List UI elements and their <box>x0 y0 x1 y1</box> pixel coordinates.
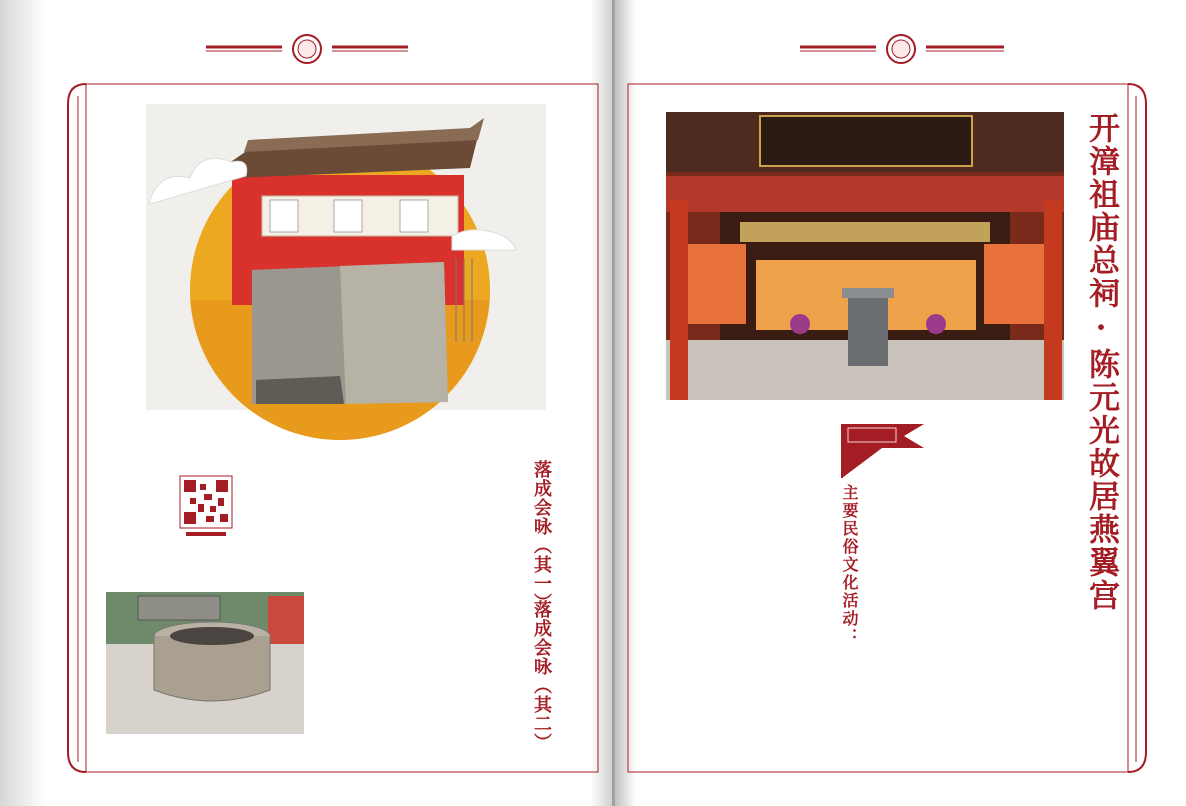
poem-title-1: 落成会咏（其一） <box>531 460 552 612</box>
section-heading: 主要民俗文化活动： <box>840 484 859 646</box>
poem-title-2: 落成会咏（其二） <box>531 600 552 752</box>
gutter-shadow-right <box>612 0 636 806</box>
gutter-shadow-left <box>590 0 612 806</box>
page-edge-shadow <box>0 0 46 806</box>
page-title: 开漳祖庙总祠·陈元光故居燕翼宫 <box>1083 112 1119 612</box>
